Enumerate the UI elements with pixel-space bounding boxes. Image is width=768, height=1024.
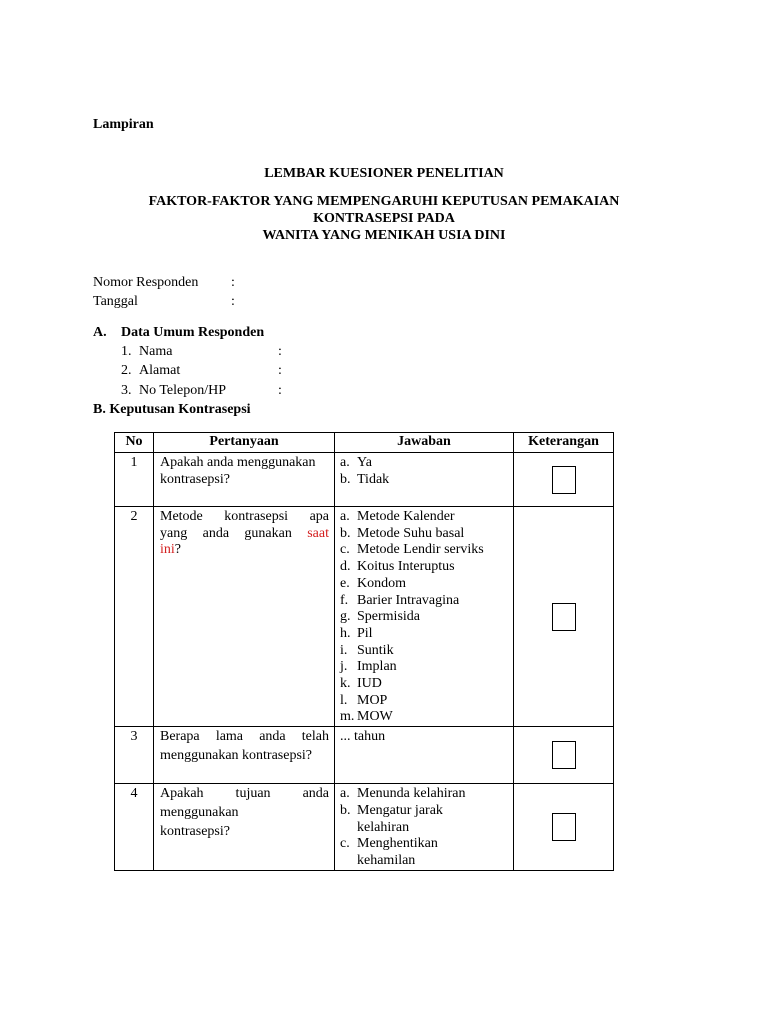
option-text: Mengatur jarak kelahiran (357, 802, 443, 835)
answer-checkbox[interactable] (552, 603, 576, 631)
note-cell (514, 784, 614, 871)
subtitle-line: KONTRASEPSI PADA (313, 211, 455, 226)
colon: : (231, 275, 235, 290)
list-item-number: 1. (121, 344, 132, 359)
answer-option[interactable] (340, 803, 509, 836)
option-letter: f. (340, 592, 349, 608)
answer-options (335, 453, 514, 507)
option-text: Barier Intravagina (357, 592, 460, 608)
option-text: Menunda kelahiran (357, 786, 466, 802)
highlighted-word: saat (307, 525, 329, 541)
question-mark: ? (174, 542, 181, 558)
option-letter: a. (340, 509, 350, 524)
row-number: 3 (115, 727, 154, 784)
answer-option[interactable] (340, 709, 509, 726)
header-note: Keterangan (514, 433, 614, 453)
question-line: Apakah tujuan anda (160, 786, 329, 802)
option-letter: k. (340, 676, 351, 692)
option-text: Ya (357, 455, 372, 470)
answer-option[interactable] (340, 593, 509, 610)
subtitle-line: WANITA YANG MENIKAH USIA DINI (262, 228, 506, 243)
answer-option[interactable] (340, 455, 509, 472)
answer-option[interactable] (340, 643, 509, 660)
answer-checkbox[interactable] (552, 741, 576, 769)
header-no: No (115, 433, 154, 453)
option-letter: a. (340, 786, 350, 802)
question-line (160, 526, 329, 543)
question-text (154, 507, 335, 727)
table-row (115, 784, 614, 871)
option-letter: m. (340, 709, 355, 725)
research-subtitle (100, 193, 668, 244)
note-cell (514, 453, 614, 507)
colon: : (278, 383, 282, 398)
table-row (115, 453, 614, 507)
highlighted-word: ini (160, 542, 175, 558)
answer-blank[interactable]: ... tahun (335, 727, 514, 784)
option-letter: l. (340, 692, 348, 708)
colon: : (231, 294, 235, 309)
answer-options (335, 784, 514, 871)
option-letter: g. (340, 609, 351, 625)
option-text: Metode Lendir serviks (357, 542, 484, 558)
section-a-letter: A. (93, 325, 107, 340)
question-line: Berapa lama anda telah (160, 729, 329, 745)
note-cell (514, 507, 614, 727)
question-line: menggunakan kontrasepsi? (160, 747, 313, 763)
option-text: Menghentikan kehamilan (357, 836, 438, 868)
option-text: Koitus Interuptus (357, 559, 455, 575)
option-letter: j. (340, 659, 348, 675)
answer-option[interactable] (340, 836, 509, 869)
section-b-title: B. Keputusan Kontrasepsi (93, 402, 251, 417)
attachment-label: Lampiran (93, 117, 154, 132)
section-a-title: Data Umum Responden (121, 325, 265, 340)
answer-checkbox[interactable] (552, 466, 576, 494)
questionnaire-table (114, 432, 614, 871)
questionnaire-title: LEMBAR KUESIONER PENELITIAN (264, 166, 504, 181)
answer-option[interactable] (340, 576, 509, 593)
option-text: Kondom (357, 575, 406, 591)
option-text: Metode Suhu basal (357, 525, 465, 541)
colon: : (278, 363, 282, 378)
answer-option[interactable] (340, 659, 509, 676)
option-text: MOW (357, 709, 393, 725)
option-text: IUD (357, 676, 382, 692)
subtitle-line: FAKTOR-FAKTOR YANG MEMPENGARUHI KEPUTUSAN PEMAKAIAN (148, 194, 620, 209)
option-letter: h. (340, 625, 351, 641)
question-text: Apakah anda menggunakan kontrasepsi? (154, 453, 335, 507)
option-letter: b. (340, 802, 351, 818)
option-text: Metode Kalender (357, 509, 455, 524)
answer-option[interactable] (340, 693, 509, 710)
question-line (160, 542, 329, 559)
answer-option[interactable] (340, 542, 509, 559)
option-letter: b. (340, 525, 351, 541)
question-text (154, 727, 335, 784)
row-number: 4 (115, 784, 154, 871)
table-header-row (115, 433, 614, 453)
respondent-number-label: Nomor Responden (93, 275, 199, 290)
answer-options (335, 507, 514, 727)
field-label-address: Alamat (139, 363, 181, 378)
row-number: 2 (115, 507, 154, 727)
question-line: Metode kontrasepsi apa (160, 509, 329, 524)
option-letter: c. (340, 542, 350, 558)
answer-option[interactable] (340, 472, 509, 489)
answer-option[interactable] (340, 509, 509, 526)
option-letter: e. (340, 575, 350, 591)
question-line: menggunakan kontrasepsi? (160, 804, 239, 839)
option-text: MOP (357, 692, 388, 708)
header-question: Pertanyaan (154, 433, 335, 453)
option-letter: d. (340, 559, 351, 575)
option-text: Spermisida (357, 609, 420, 625)
answer-option[interactable] (340, 526, 509, 543)
option-text: Suntik (357, 642, 394, 658)
question-text (154, 784, 335, 871)
option-text: Pil (357, 625, 373, 641)
header-answer: Jawaban (335, 433, 514, 453)
option-letter: a. (340, 455, 350, 470)
answer-option[interactable] (340, 626, 509, 643)
answer-checkbox[interactable] (552, 813, 576, 841)
option-letter: i. (340, 642, 348, 658)
option-letter: b. (340, 471, 351, 487)
colon: : (278, 344, 282, 359)
list-item-number: 2. (121, 363, 132, 378)
date-label: Tanggal (93, 294, 138, 309)
answer-option[interactable] (340, 559, 509, 576)
answer-option[interactable] (340, 609, 509, 626)
option-text: Tidak (357, 471, 390, 487)
answer-option[interactable] (340, 786, 509, 803)
row-number: 1 (115, 453, 154, 507)
field-label-name: Nama (139, 344, 173, 359)
option-letter: c. (340, 836, 350, 852)
table-row (115, 507, 614, 727)
table-row (115, 727, 614, 784)
note-cell (514, 727, 614, 784)
option-text: Implan (357, 659, 397, 675)
question-fragment: yang anda gunakan (160, 525, 292, 541)
list-item-number: 3. (121, 383, 132, 398)
answer-option[interactable] (340, 676, 509, 693)
field-label-phone: No Telepon/HP (139, 383, 227, 398)
